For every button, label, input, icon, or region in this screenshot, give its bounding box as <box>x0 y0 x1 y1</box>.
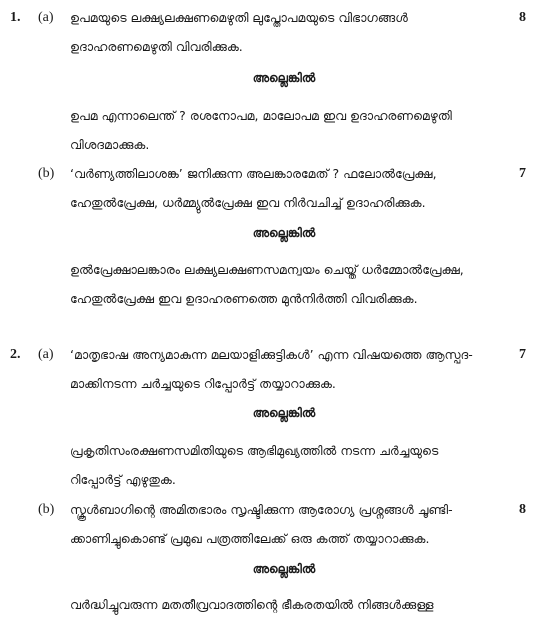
text-line: പ്രകൃതിസംരക്ഷണസമിതിയുടെ ആഭിമുഖ്യത്തിൽ നടന്ന ചർച്ചയുടെ <box>70 443 439 458</box>
part-label: (a) <box>38 10 54 25</box>
question-text <box>70 495 498 553</box>
text-line: ഹേതുൽപ്രേക്ഷ, ധർമ്മ്യുൽപ്രേക്ഷ ഇവ നിർവചിച്ച് ഉദാഹരിക്കുക. <box>70 195 426 210</box>
text-line: സ്കൂൾബാഗിന്റെ അമിതഭാരം സൃഷ്ടിക്കുന്ന ആരോഗ്യ പ്രശ്നങ്ങൾ ചൂണ്ടി- <box>70 502 453 517</box>
or-label: അല്ലെങ്കിൽ <box>252 562 316 576</box>
text-line: ‘മാതൃഭാഷ അന്യമാകുന്ന മലയാളിക്കുട്ടികൾ’ എന്ന വിഷയത്തെ ആസ്പദ- <box>70 347 473 362</box>
text-line: വിശദമാക്കുക. <box>70 137 150 152</box>
question-text <box>70 3 498 61</box>
part-label: (a) <box>38 347 54 362</box>
or-label: അല്ലെങ്കിൽ <box>252 71 316 85</box>
or-label: അല്ലെങ്കിൽ <box>252 406 316 420</box>
marks: 7 <box>519 347 526 362</box>
question-text <box>70 340 498 398</box>
question-number: 2. <box>10 347 21 362</box>
question-text <box>70 159 498 217</box>
text-line: ഉപമ എന്നാലെന്ത് ? രശനോപമ, മാലോപമ ഇവ ഉദാഹരണമെഴുതി <box>70 108 452 123</box>
text-line: ഉപമയുടെ ലക്ഷ്യലക്ഷണമെഴുതി ലുപ്തോപമയുടെ വിഭാഗങ്ങൾ <box>70 10 408 25</box>
or-label: അല്ലെങ്കിൽ <box>252 226 316 240</box>
part-label: (b) <box>38 166 55 181</box>
text-line: ക്കാണിച്ചുകൊണ്ട് പ്രമുഖ പത്രത്തിലേക്ക് ഒരു കത്ത് തയ്യാറാക്കുക. <box>70 531 430 546</box>
question-number: 1. <box>10 10 21 25</box>
text-line: ഹേതുൽപ്രേക്ഷ ഇവ ഉദാഹരണത്തെ മുൻനിർത്തി വിവരിക്കുക. <box>70 291 418 306</box>
alternative-text <box>70 590 498 619</box>
marks: 8 <box>519 10 526 25</box>
text-line: റിപ്പോർട്ട് എഴുതുക. <box>70 472 176 487</box>
text-line: ‘വർണ്യത്തിലാശങ്ക’ ജനിക്കുന്ന അലങ്കാരമേത് ? ഫലോൽപ്രേക്ഷ, <box>70 166 437 181</box>
marks: 8 <box>519 502 526 517</box>
part-label: (b) <box>38 502 55 517</box>
text-line: ഉൽപ്രേക്ഷാലങ്കാരം ലക്ഷ്യലക്ഷണസമന്വയം ചെയ്ത് ധർമ്മോൽപ്രേക്ഷ, <box>70 262 464 277</box>
text-line: വർദ്ധിച്ചുവരുന്ന മതതീവ്രവാദത്തിന്റെ ഭീകരതയിൽ നിങ്ങൾക്കുള്ള <box>70 597 434 612</box>
text-line: ഉദാഹരണമെഴുതി വിവരിക്കുക. <box>70 39 243 54</box>
alternative-text <box>70 101 498 159</box>
alternative-text <box>70 436 498 494</box>
alternative-text <box>70 255 498 313</box>
marks: 7 <box>519 166 526 181</box>
text-line: മാക്കിനടന്ന ചർച്ചയുടെ റിപ്പോർട്ട് തയ്യാറാക്കുക. <box>70 376 336 391</box>
